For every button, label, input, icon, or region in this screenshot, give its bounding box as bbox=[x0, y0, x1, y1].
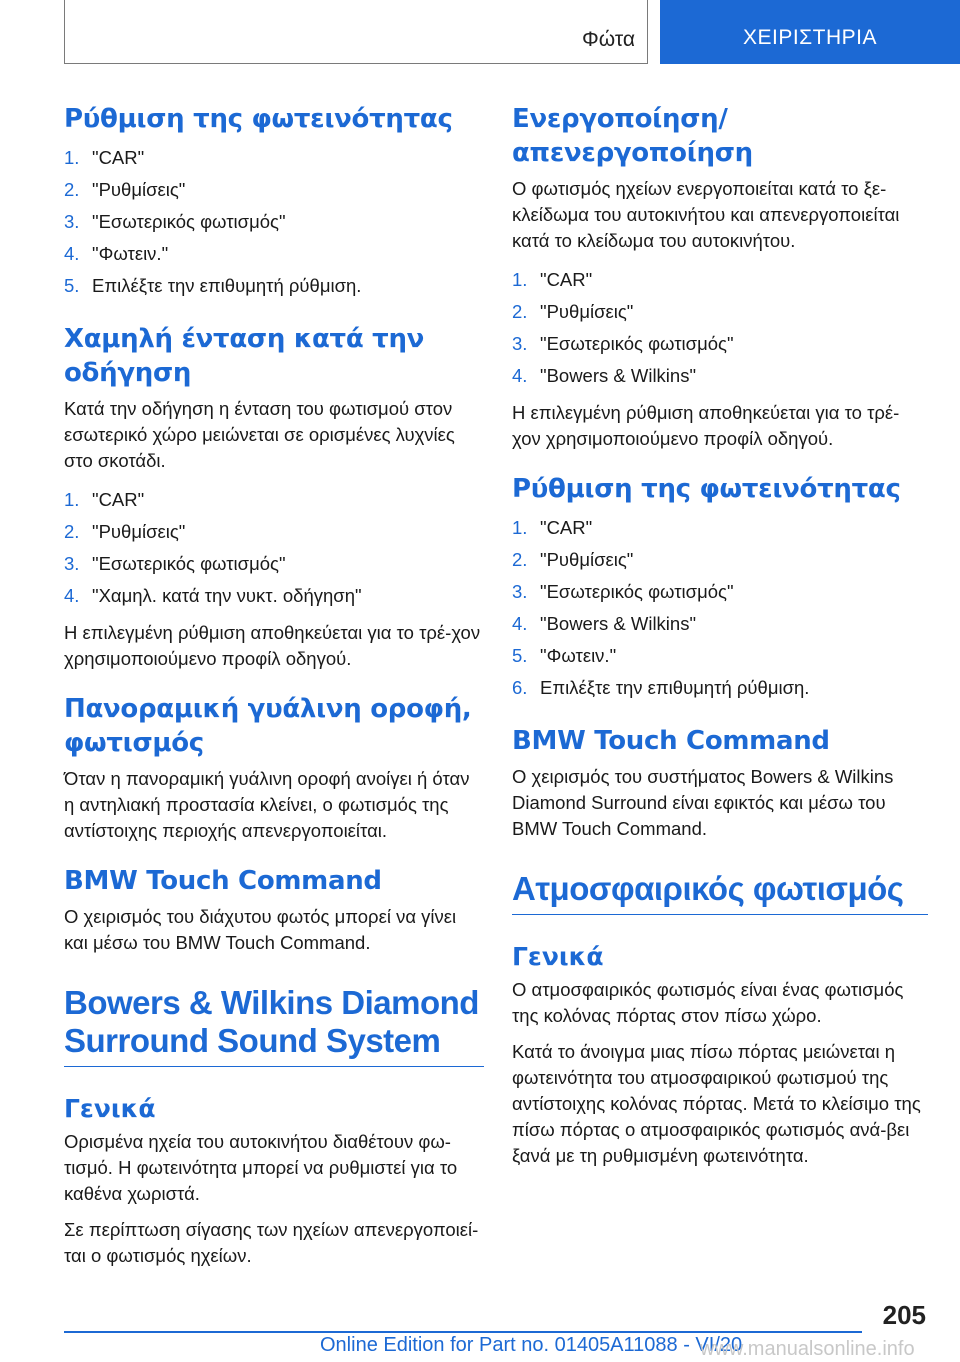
edition-text: Online Edition for Part no. 01405A11088 - VI/20 bbox=[320, 1334, 743, 1356]
list-item: 4. "Χαμηλ. κατά την νυκτ. οδήγηση" bbox=[64, 585, 362, 606]
activation-steps bbox=[512, 264, 928, 392]
general-text-1: Ορισμένα ηχεία του αυτοκινήτου διαθέτουν φω-τισμό. Η φωτεινότητα μπορεί να ρυθμιστεί για το καθένα χωριστά. bbox=[64, 1131, 458, 1204]
low-intensity-note: Η επιλεγμένη ρύθμιση αποθηκεύεται για το τρέ-χον χρησιμοποιούμενο προφίλ οδηγού. bbox=[64, 622, 481, 669]
general-heading: Γενικά bbox=[64, 1094, 156, 1123]
list-item: 1. "CAR" bbox=[512, 517, 593, 538]
right-touch-command-heading: BMW Touch Command bbox=[512, 726, 830, 756]
speaker-brightness-heading: Ρύθμιση της φωτεινότητας bbox=[512, 474, 901, 504]
list-item: 5. "Φωτειν." bbox=[512, 645, 617, 666]
list-item: 2. "Ρυθμίσεις" bbox=[512, 549, 634, 570]
low-intensity-text: Κατά την οδήγηση η ένταση του φωτισμού στον εσωτερικό χώρο μειώνεται σε ορισμένες λυχνίες στο σκοτάδι. bbox=[64, 398, 455, 471]
ambient-lighting-heading: Ατμοσφαιρικός φωτισμός bbox=[512, 870, 928, 915]
list-item: 5. Επιλέξτε την επιθυμητή ρύθμιση. bbox=[64, 275, 362, 296]
low-intensity-steps bbox=[64, 484, 484, 612]
ambient-general-heading: Γενικά bbox=[512, 942, 604, 971]
list-item: 3. "Εσωτερικός φωτισμός" bbox=[512, 581, 734, 602]
brightness-steps bbox=[64, 142, 484, 302]
activation-text: Ο φωτισμός ηχείων ενεργοποιείται κατά το ξε-κλείδωμα του αυτοκινήτου και απενεργοποιείται κατά το κλείδωμα του αυτοκινήτου. bbox=[512, 178, 900, 251]
list-item: 6. Επιλέξτε την επιθυμητή ρύθμιση. bbox=[512, 677, 810, 698]
general-text-2: Σε περίπτωση σίγασης των ηχείων απενεργοποιεί-ται ο φωτισμός ηχείων. bbox=[64, 1219, 479, 1266]
list-item: 1. "CAR" bbox=[512, 269, 593, 290]
list-item: 4. "Φωτειν." bbox=[64, 243, 169, 264]
brightness-heading: Ρύθμιση της φωτεινότητας bbox=[64, 104, 453, 134]
list-item: 4. "Bowers & Wilkins" bbox=[512, 365, 697, 386]
panoramic-roof-heading: Πανοραμική γυάλινη οροφή, φωτισμός bbox=[64, 694, 472, 758]
activation-heading: Ενεργοποίηση/απενεργοποίηση bbox=[512, 104, 753, 168]
list-item: 3. "Εσωτερικός φωτισμός" bbox=[64, 553, 286, 574]
touch-command-heading: BMW Touch Command bbox=[64, 866, 382, 896]
page-number: 205 bbox=[882, 1300, 926, 1330]
footer-divider bbox=[64, 1331, 862, 1333]
list-item: 3. "Εσωτερικός φωτισμός" bbox=[512, 333, 734, 354]
right-column bbox=[512, 102, 928, 1179]
left-column bbox=[64, 102, 484, 1279]
ambient-text-2: Κατά το άνοιγμα μιας πίσω πόρτας μειώνεται η φωτεινότητα του ατμοσφαιρικού φωτισμού της αντίστοιχης κολόνας πόρτας. Μετά το κλείσιμο της πίσω πόρτας ο ατμοσφαιρικός φωτισμός ανά-βει ξανά με τη ρυθμισμένη φωτεινότητα. bbox=[512, 1041, 921, 1166]
header-chapter: ΧΕΙΡΙΣΤΗΡΙΑ bbox=[660, 0, 960, 64]
header-section: Φώτα bbox=[582, 28, 635, 51]
list-item: 2. "Ρυθμίσεις" bbox=[512, 301, 634, 322]
watermark: www.manualsonline.info bbox=[700, 1338, 915, 1360]
speaker-brightness-steps bbox=[512, 512, 928, 704]
bowers-wilkins-heading: Bowers & Wilkins Diamond Surround Sound System bbox=[64, 984, 484, 1067]
list-item: 3. "Εσωτερικός φωτισμός" bbox=[64, 211, 286, 232]
list-item: 2. "Ρυθμίσεις" bbox=[64, 179, 186, 200]
ambient-text-1: Ο ατμοσφαιρικός φωτισμός είναι ένας φωτισμός της κολόνας πόρτας στον πίσω χώρο. bbox=[512, 979, 904, 1026]
list-item: 1. "CAR" bbox=[64, 489, 145, 510]
list-item: 1. "CAR" bbox=[64, 147, 145, 168]
list-item: 4. "Bowers & Wilkins" bbox=[512, 613, 697, 634]
header-box bbox=[64, 0, 648, 64]
activation-note: Η επιλεγμένη ρύθμιση αποθηκεύεται για το τρέ-χον χρησιμοποιούμενο προφίλ οδηγού. bbox=[512, 402, 900, 449]
panoramic-roof-text: Όταν η πανοραμική γυάλινη οροφή ανοίγει ή όταν η αντηλιακή προστασία κλείνει, ο φωτισμός της αντίστοιχης περιοχής απενεργοποιείται. bbox=[64, 768, 470, 841]
low-intensity-heading: Χαμηλή ένταση κατά την οδήγηση bbox=[64, 324, 425, 388]
right-touch-command-text: Ο χειρισμός του συστήματος Bowers & Wilkins Diamond Surround είναι εφικτός και μέσω του BMW Touch Command. bbox=[512, 766, 894, 839]
list-item: 2. "Ρυθμίσεις" bbox=[64, 521, 186, 542]
touch-command-text: Ο χειρισμός του διάχυτου φωτός μπορεί να γίνει και μέσω του BMW Touch Command. bbox=[64, 906, 457, 953]
